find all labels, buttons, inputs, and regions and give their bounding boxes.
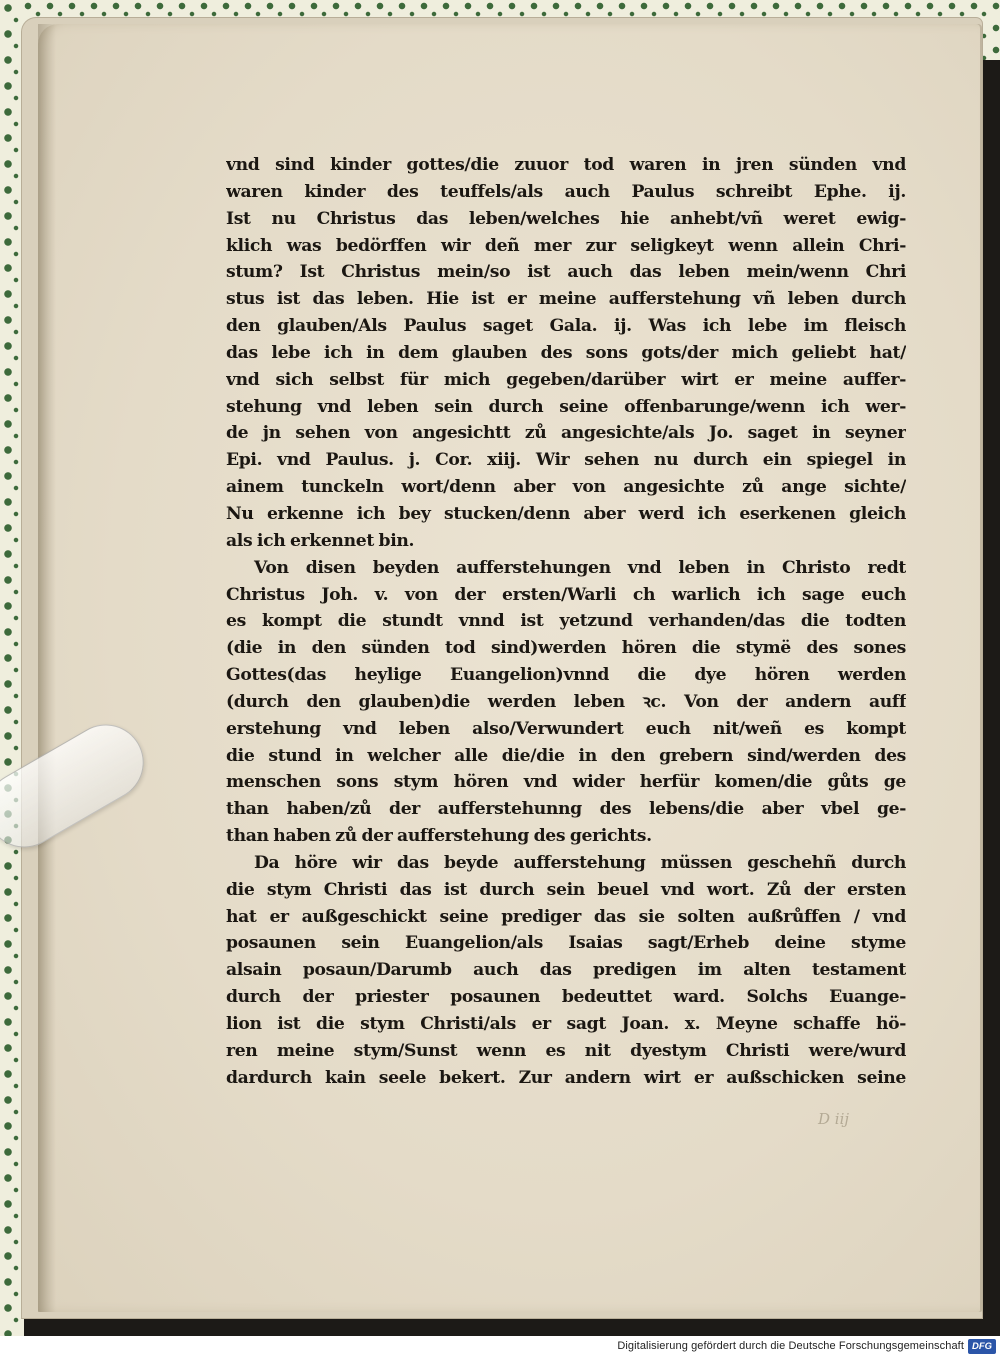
text-line: hat er außgeschickt seine prediger das sie solten außrůffen / vnd <box>226 906 906 927</box>
text-line: alsain posaun/Darumb auch das predigen im alten testament <box>226 960 906 981</box>
text-line: Ist nu Christus das leben/welches hie anhebt/vñ weret ewig- <box>226 208 906 229</box>
endpaper-pattern-left <box>0 0 24 1336</box>
footer-bar <box>0 1336 1000 1359</box>
text-line: die stund in welcher alle die/die in den grebern sind/werden des <box>226 745 906 766</box>
text-line: als ich erkennet bin. <box>226 530 415 551</box>
text-line: Von disen beyden aufferstehungen vnd leben in Christo redt <box>254 557 906 578</box>
text-line: stehung vnd leben sein durch seine offenbarunge/wenn ich wer- <box>226 396 906 417</box>
text-line: die stym Christi das ist durch sein beuel vnd wort. Zů der ersten <box>226 879 906 900</box>
text-line: (die in den sünden tod sind)werden hören die stymë des sones <box>226 638 906 659</box>
dfg-logo: DFG <box>968 1339 996 1354</box>
funding-credit: Digitalisierung gefördert durch die Deutsche Forschungsgemeinschaft <box>617 1340 964 1352</box>
text-line: vnd sich selbst für mich gegeben/darüber wirt er meine auffer- <box>226 369 906 390</box>
text-line: Nu erkenne ich bey stucken/denn aber werd ich eserkenen gleich <box>226 503 906 524</box>
text-line: stum? Ist Christus mein/so ist auch das leben mein/wenn Chri <box>226 262 906 283</box>
text-line: Epi. vnd Paulus. j. Cor. xiij. Wir sehen nu durch ein spiegel in <box>226 450 906 471</box>
text-line: menschen sons stym hören vnd wider herfür komen/die gůts ge <box>226 772 906 793</box>
text-line: lion ist die stym Christi/als er sagt Joan. x. Meyne schaffe hö- <box>226 1014 906 1034</box>
text-line: klich was bedörffen wir deñ mer zur seligkeyt wenn allein Chri- <box>226 235 906 256</box>
text-line: de jn sehen von angesichtt zů angesichte/als Jo. saget in seyner <box>226 423 906 444</box>
faint-signature-mark: D iij <box>818 1110 850 1128</box>
text-line: durch der priester posaunen bedeuttet ward. Solchs Euange- <box>226 987 906 1008</box>
text-line: Da höre wir das beyde aufferstehung müssen geschehñ durch <box>254 852 906 873</box>
text-line: ren meine stym/Sunst wenn es nit dyestym Christi were/wurd <box>226 1040 906 1061</box>
text-line: waren kinder des teuffels/als auch Paulus schreibt Ephe. ij. <box>226 181 906 202</box>
text-line: dardurch kain seele bekert. Zur andern wirt er außschicken seine <box>226 1067 906 1088</box>
text-line: ainem tunckeln wort/denn aber von angesichte zů ange sichte/ <box>226 477 906 498</box>
text-line: than haben zů der aufferstehung des gerichts. <box>226 826 652 847</box>
text-line: erstehung vnd leben also/Verwundert euch nit/weñ es kompt <box>226 718 906 739</box>
text-line: Christus Joh. v. von der ersten/Warli ch warlich ich sage euch <box>226 584 906 605</box>
spine-shadow <box>38 24 56 1312</box>
text-line: posaunen sein Euangelion/als Isaias sagt/Erheb deine styme <box>226 933 906 954</box>
text-line: das lebe ich in dem glauben des sons gots/der mich geliebt hat/ <box>226 342 906 363</box>
text-line: stus ist das leben. Hie ist er meine aufferstehung vñ leben durch <box>226 289 906 310</box>
text-line: than haben/zů der aufferstehunng des lebens/die aber vbel ge- <box>226 799 906 820</box>
text-line: Gottes(das heylige Euangelion)vnnd die dye hören werden <box>226 665 906 686</box>
text-line: vnd sind kinder gottes/die zuuor tod waren in jren sünden vnd <box>226 155 906 175</box>
text-line: es kompt die stundt vnnd ist yetzund verhanden/das die todten <box>226 611 906 632</box>
page-text <box>226 152 906 1092</box>
text-line: (durch den glauben)die werden leben ꝛc. Von der andern auff <box>226 691 906 712</box>
text-line: den glauben/Als Paulus saget Gala. ij. Was ich lebe im fleisch <box>226 316 906 337</box>
